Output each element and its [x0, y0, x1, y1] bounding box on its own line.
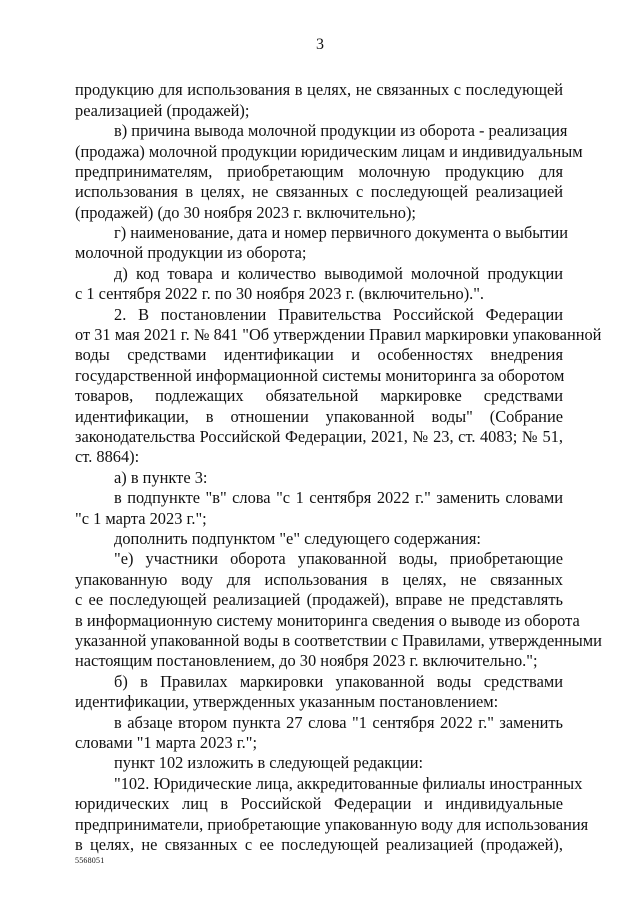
text-line: "е) участники оборота упакованной воды, приобретающие	[114, 549, 563, 568]
text-line: воды средствами идентификации и особенностях внедрения	[75, 345, 563, 364]
text-line: в целях, не связанных с ее последующей реализацией (продажей),	[75, 835, 563, 854]
text-line: от 31 мая 2021 г. № 841 "Об утверждении Правил маркировки упакованной	[75, 325, 602, 344]
text-line: "с 1 марта 2023 г.";	[75, 509, 207, 528]
text-line: г) наименование, дата и номер первичного документа о выбытии	[114, 223, 568, 242]
text-line: (продажей) (до 30 ноября 2023 г. включительно);	[75, 203, 416, 222]
text-line: указанной упакованной воды в соответствии с Правилами, утвержденными	[75, 631, 602, 650]
text-line: в подпункте "в" слова "с 1 сентября 2022 г." заменить словами	[114, 488, 563, 507]
text-line: упакованную воду для использования в целях, не связанных	[75, 570, 563, 589]
text-line: д) код товара и количество выводимой молочной продукции	[114, 264, 563, 283]
text-line: б) в Правилах маркировки упакованной воды средствами	[114, 672, 563, 691]
text-line: в) причина вывода молочной продукции из оборота - реализация	[114, 121, 568, 140]
text-line: в абзаце втором пункта 27 слова "1 сентября 2022 г." заменить	[114, 713, 563, 732]
text-line: ст. 8864):	[75, 447, 140, 466]
text-line: с ее последующей реализацией (продажей), вправе не представлять	[75, 590, 563, 609]
text-line: настоящим постановлением, до 30 ноября 2023 г. включительно.";	[75, 651, 538, 670]
text-line: законодательства Российской Федерации, 2021, № 23, ст. 4083; № 51,	[75, 427, 563, 446]
text-line: товаров, подлежащих обязательной маркировке средствами	[75, 386, 563, 405]
page-number: 3	[316, 36, 324, 53]
text-line: молочной продукции из оборота;	[75, 243, 307, 262]
text-line: государственной информационной системы мониторинга за оборотом	[75, 366, 565, 385]
text-line: идентификации, утвержденных указанным постановлением:	[75, 692, 499, 711]
text-line: а) в пункте 3:	[114, 468, 208, 487]
text-line: словами "1 марта 2023 г.";	[75, 733, 258, 752]
text-line: предприниматели, приобретающие упакованную воду для использования	[75, 815, 589, 834]
text-line: дополнить подпунктом "е" следующего содержания:	[114, 529, 481, 548]
text-line: идентификации, в отношении упакованной воды" (Собрание	[75, 407, 563, 426]
text-line: продукцию для использования в целях, не связанных с последующей	[75, 80, 563, 99]
text-line: юридических лиц в Российской Федерации и индивидуальные	[75, 794, 563, 813]
text-line: пункт 102 изложить в следующей редакции:	[114, 753, 424, 772]
document-code: 5568051	[75, 856, 105, 865]
text-line: в информационную систему мониторинга сведения о выводе из оборота	[75, 611, 580, 630]
text-line: реализацией (продажей);	[75, 101, 250, 120]
text-line: предпринимателям, приобретающим молочную продукцию для	[75, 162, 563, 181]
text-line: "102. Юридические лица, аккредитованные филиалы иностранных	[114, 774, 583, 793]
text-line: с 1 сентября 2022 г. по 30 ноября 2023 г. (включительно).".	[75, 284, 485, 303]
text-line: использования в целях, не связанных с последующей реализацией	[75, 182, 563, 201]
text-line: 2. В постановлении Правительства Российской Федерации	[114, 305, 563, 324]
text-line: (продажа) молочной продукции юридическим лицам и индивидуальным	[75, 142, 583, 161]
